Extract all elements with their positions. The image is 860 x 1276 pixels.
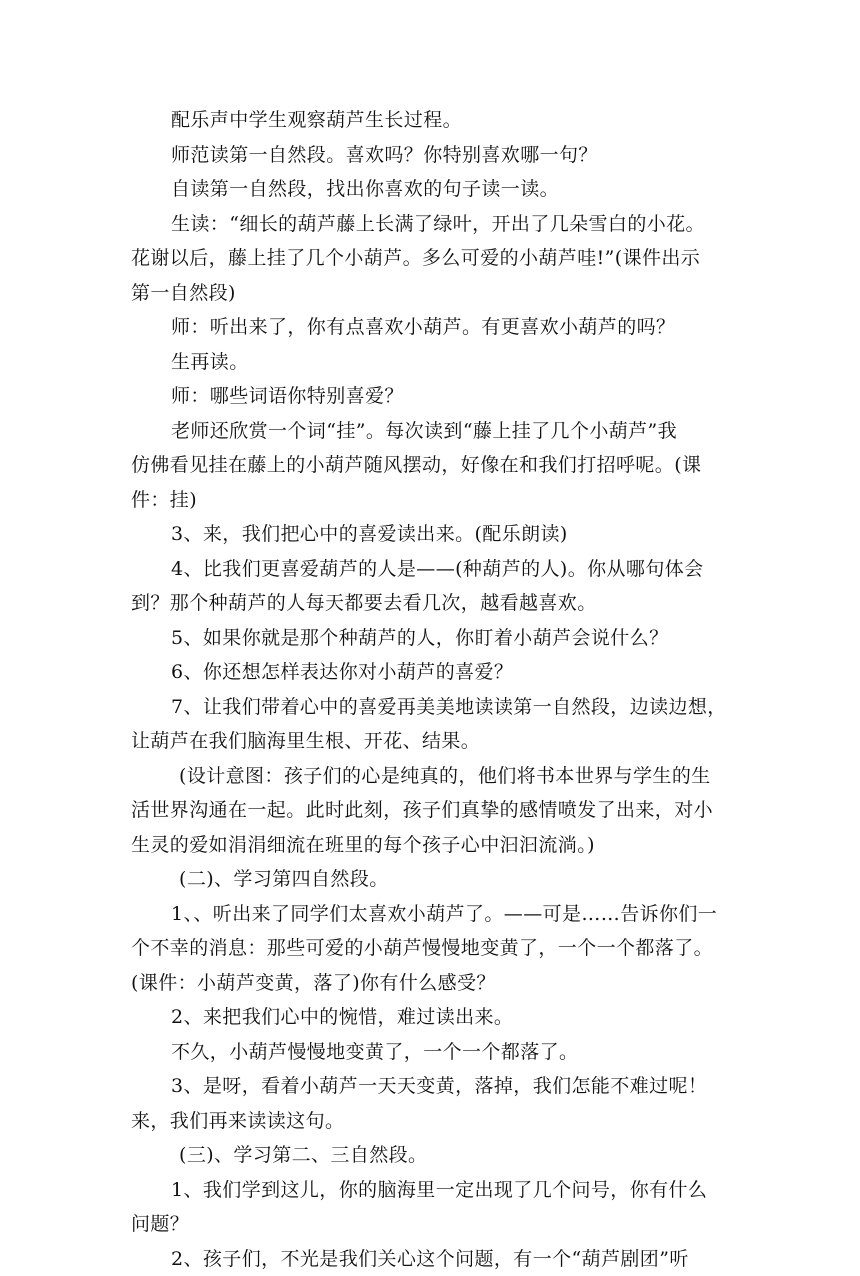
text-line: 老师还欣赏一个词“挂”。每次读到“藤上挂了几个小葫芦”我 (131, 414, 737, 449)
paragraph (131, 103, 737, 138)
text-line: 2、孩子们，不光是我们关心这个问题，有一个“葫芦剧团”听 (131, 1242, 737, 1276)
text-line: (课件：小葫芦变黄，落了)你有什么感受？ (131, 966, 737, 1001)
paragraph (131, 1069, 737, 1138)
paragraph (131, 1035, 737, 1070)
text-line: 来，我们再来读读这句。 (131, 1104, 737, 1139)
document-page (131, 103, 737, 1276)
text-line: 活世界沟通在一起。此时此刻，孩子们真挚的感情喷发了出来，对小 (131, 793, 737, 828)
text-line: 不久，小葫芦慢慢地变黄了，一个一个都落了。 (131, 1035, 737, 1070)
text-line: 问题？ (131, 1207, 737, 1242)
paragraph (131, 1242, 737, 1276)
paragraph (131, 552, 737, 621)
paragraph (131, 621, 737, 656)
paragraph (131, 759, 737, 863)
paragraph (131, 655, 737, 690)
text-line: 师：听出来了，你有点喜欢小葫芦。有更喜欢小葫芦的吗？ (131, 310, 737, 345)
text-line: 到？那个种葫芦的人每天都要去看几次，越看越喜欢。 (131, 586, 737, 621)
text-line: 4、比我们更喜爱葫芦的人是——(种葫芦的人)。你从哪句体会 (131, 552, 737, 587)
paragraph (131, 310, 737, 345)
text-line: 让葫芦在我们脑海里生根、开花、结果。 (131, 724, 737, 759)
paragraph (131, 1173, 737, 1242)
text-line: 自读第一自然段，找出你喜欢的句子读一读。 (131, 172, 737, 207)
paragraph (131, 897, 737, 1001)
text-line: 1、、听出来了同学们太喜欢小葫芦了。——可是……告诉你们一 (131, 897, 737, 932)
text-line: (设计意图：孩子们的心是纯真的，他们将书本世界与学生的生 (131, 759, 737, 794)
text-line: 师：哪些词语你特别喜爱？ (131, 379, 737, 414)
paragraph (131, 517, 737, 552)
text-line: 个不幸的消息：那些可爱的小葫芦慢慢地变黄了，一个一个都落了。 (131, 931, 737, 966)
text-line: 1、我们学到这儿，你的脑海里一定出现了几个问号，你有什么 (131, 1173, 737, 1208)
text-line: 第一自然段) (131, 276, 737, 311)
text-line: 生灵的爱如涓涓细流在班里的每个孩子心中汩汩流淌。) (131, 828, 737, 863)
text-line: 5、如果你就是那个种葫芦的人，你盯着小葫芦会说什么？ (131, 621, 737, 656)
text-line: 配乐声中学生观察葫芦生长过程。 (131, 103, 737, 138)
text-line: 生再读。 (131, 345, 737, 380)
text-line: 7、让我们带着心中的喜爱再美美地读读第一自然段，边读边想， (131, 690, 737, 725)
paragraph (131, 1138, 737, 1173)
text-line: 3、来，我们把心中的喜爱读出来。(配乐朗读) (131, 517, 737, 552)
text-line: 生读：“细长的葫芦藤上长满了绿叶，开出了几朵雪白的小花。 (131, 207, 737, 242)
paragraph (131, 1000, 737, 1035)
paragraph (131, 379, 737, 414)
text-line: 花谢以后，藤上挂了几个小葫芦。多么可爱的小葫芦哇!”(课件出示 (131, 241, 737, 276)
text-line: 2、来把我们心中的惋惜，难过读出来。 (131, 1000, 737, 1035)
text-line: 3、是呀，看着小葫芦一天天变黄，落掉，我们怎能不难过呢！ (131, 1069, 737, 1104)
paragraph (131, 138, 737, 173)
text-line: 件：挂) (131, 483, 737, 518)
paragraph (131, 690, 737, 759)
text-line: 仿佛看见挂在藤上的小葫芦随风摆动，好像在和我们打招呼呢。(课 (131, 448, 737, 483)
text-line: (三)、学习第二、三自然段。 (131, 1138, 737, 1173)
paragraph (131, 414, 737, 518)
paragraph (131, 172, 737, 207)
paragraph (131, 862, 737, 897)
text-line: 6、你还想怎样表达你对小葫芦的喜爱？ (131, 655, 737, 690)
text-line: 师范读第一自然段。喜欢吗？你特别喜欢哪一句？ (131, 138, 737, 173)
paragraph (131, 207, 737, 311)
text-line: (二)、学习第四自然段。 (131, 862, 737, 897)
paragraph (131, 345, 737, 380)
